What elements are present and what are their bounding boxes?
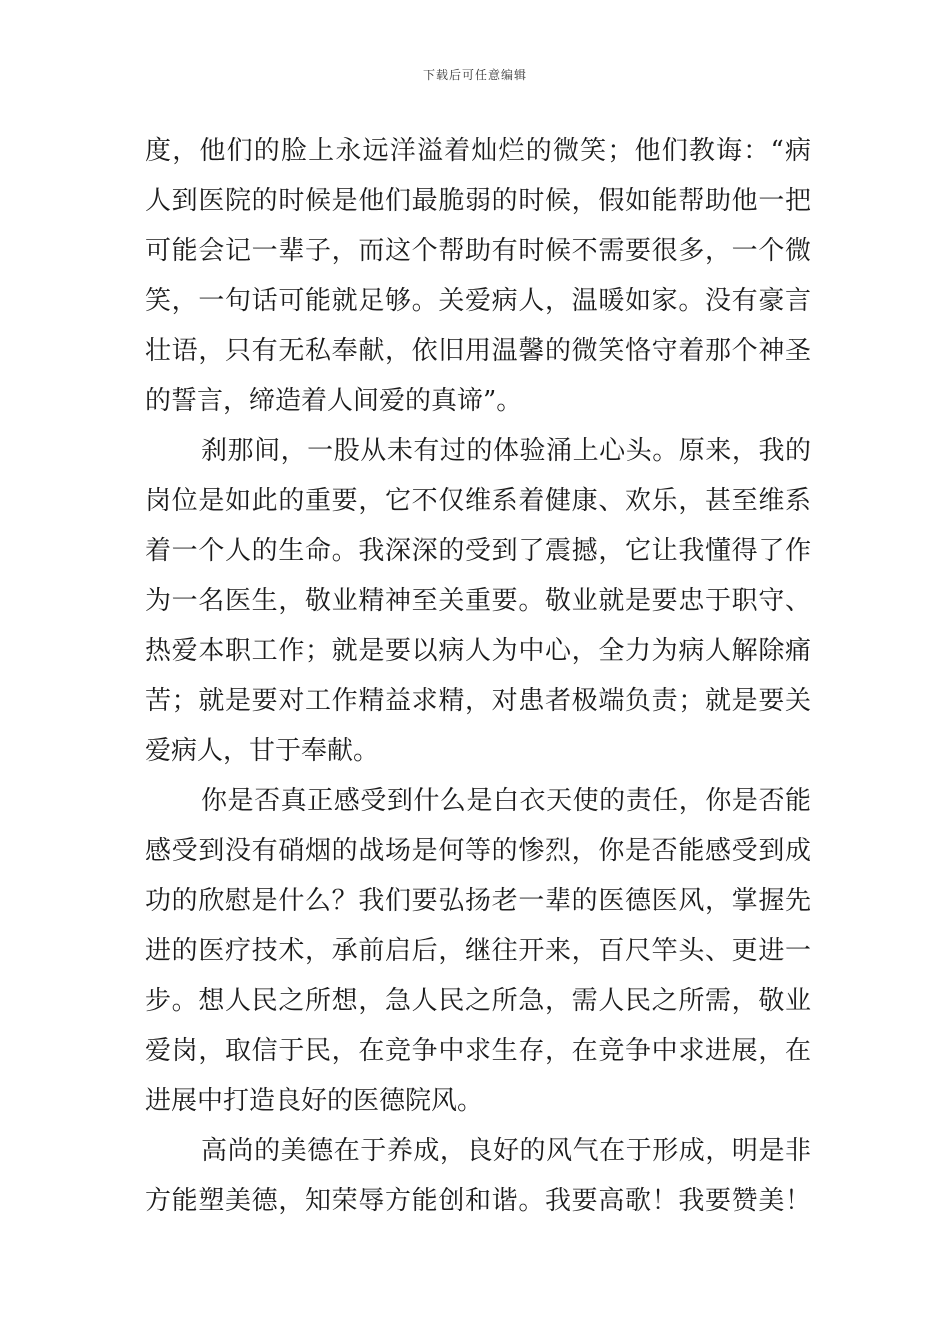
text-line: 岗位是如此的重要，它不仅维系着健康、欢乐，甚至维系 — [145, 486, 811, 516]
paragraph — [145, 126, 811, 426]
text-line: 方能塑美德，知荣辱方能创和谐。我要高歌！我要赞美！ — [145, 1186, 811, 1216]
text-line: 进展中打造良好的医德院风。 — [145, 1086, 484, 1116]
text-line: 人到医院的时候是他们最脆弱的时候，假如能帮助他一把 — [145, 186, 811, 216]
page-header: 下载后可任意编辑 — [422, 68, 527, 82]
text-line: 热爱本职工作；就是要以病人为中心，全力为病人解除痛 — [145, 636, 811, 666]
paragraph — [145, 1126, 811, 1226]
text-line: 为一名医生，敬业精神至关重要。敬业就是要忠于职守、 — [145, 586, 811, 616]
document-body — [145, 126, 811, 1226]
text-line: 步。想人民之所想，急人民之所急，需人民之所需，敬业 — [145, 986, 811, 1016]
text-line: 度，他们的脸上永远洋溢着灿烂的微笑；他们教诲：“病 — [145, 136, 811, 166]
text-line: 刹那间，一股从未有过的体验涌上心头。原来，我的 — [201, 436, 811, 466]
text-line: 爱岗，取信于民，在竞争中求生存，在竞争中求进展，在 — [145, 1036, 811, 1066]
text-line: 高尚的美德在于养成，良好的风气在于形成，明是非 — [201, 1136, 811, 1166]
text-line: 苦；就是要对工作精益求精，对患者极端负责；就是要关 — [145, 686, 811, 716]
text-line: 进的医疗技术，承前启后，继往开来，百尺竿头、更进一 — [145, 936, 811, 966]
paragraph — [145, 426, 811, 776]
text-line: 爱病人，甘于奉献。 — [145, 736, 380, 766]
text-line: 的誓言，缔造着人间爱的真谛”。 — [145, 386, 523, 416]
text-line: 笑，一句话可能就足够。关爱病人，温暖如家。没有豪言 — [145, 286, 811, 316]
text-line: 可能会记一辈子，而这个帮助有时候不需要很多，一个微 — [145, 236, 811, 266]
text-line: 感受到没有硝烟的战场是何等的惨烈，你是否能感受到成 — [145, 836, 811, 866]
text-line: 壮语，只有无私奉献，依旧用温馨的微笑恪守着那个神圣 — [145, 336, 811, 366]
paragraph — [145, 776, 811, 1126]
text-line: 功的欣慰是什么？我们要弘扬老一辈的医德医风，掌握先 — [145, 886, 811, 916]
text-line: 着一个人的生命。我深深的受到了震撼，它让我懂得了作 — [145, 536, 811, 566]
text-line: 你是否真正感受到什么是白衣天使的责任，你是否能 — [201, 786, 811, 816]
